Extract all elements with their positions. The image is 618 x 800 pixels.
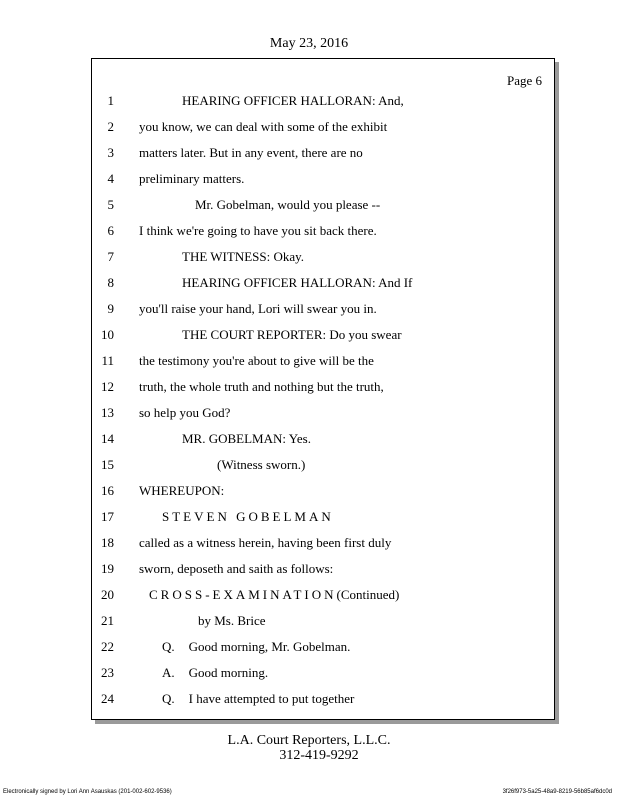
line-number: 21 bbox=[101, 613, 114, 628]
transcript-line bbox=[92, 351, 552, 371]
answer-marker: A. bbox=[162, 665, 175, 680]
line-number: 7 bbox=[107, 249, 114, 264]
transcript-line bbox=[92, 143, 552, 163]
transcript-line bbox=[92, 273, 552, 293]
footer-phone: 312-419-9292 bbox=[279, 748, 359, 763]
question-marker: Q. bbox=[162, 639, 175, 654]
transcript-line bbox=[92, 507, 552, 527]
transcript-line bbox=[92, 91, 552, 111]
line-text: THE WITNESS: Okay. bbox=[182, 249, 305, 264]
line-number: 3 bbox=[107, 145, 114, 160]
line-number: 9 bbox=[107, 301, 114, 316]
line-number: 12 bbox=[101, 379, 114, 394]
line-text: WHEREUPON: bbox=[139, 483, 225, 498]
transcript-line bbox=[92, 377, 552, 397]
transcript-line bbox=[92, 325, 552, 345]
transcript-line bbox=[92, 689, 552, 709]
line-number: 19 bbox=[101, 561, 114, 576]
line-number: 1 bbox=[107, 93, 114, 108]
line-text: so help you God? bbox=[139, 405, 231, 420]
line-text: matters later. But in any event, there are no bbox=[139, 145, 363, 160]
transcript-line bbox=[92, 247, 552, 267]
transcript-line bbox=[92, 663, 552, 683]
question-marker: Q. bbox=[162, 691, 175, 706]
line-number: 22 bbox=[101, 639, 114, 654]
line-number: 24 bbox=[101, 691, 114, 706]
line-number: 14 bbox=[101, 431, 114, 446]
line-number: 10 bbox=[101, 327, 114, 342]
transcript-line bbox=[92, 611, 552, 631]
transcript-line bbox=[92, 455, 552, 475]
transcript-line bbox=[92, 637, 552, 657]
line-text: you'll raise your hand, Lori will swear you in. bbox=[139, 301, 377, 316]
line-number: 6 bbox=[107, 223, 114, 238]
transcript-line bbox=[92, 195, 552, 215]
line-number: 18 bbox=[101, 535, 114, 550]
transcript-line bbox=[92, 117, 552, 137]
line-number: 11 bbox=[101, 353, 114, 368]
line-number: 15 bbox=[101, 457, 114, 472]
line-text: by Ms. Brice bbox=[198, 613, 266, 628]
transcript-line bbox=[92, 481, 552, 501]
transcript-line bbox=[92, 221, 552, 241]
page-number: Page 6 bbox=[506, 73, 542, 88]
transcript-line bbox=[92, 299, 552, 319]
line-text bbox=[162, 637, 350, 657]
line-number: 16 bbox=[101, 483, 114, 498]
line-number: 2 bbox=[107, 119, 114, 134]
line-text: HEARING OFFICER HALLORAN: And If bbox=[182, 275, 413, 290]
line-text: HEARING OFFICER HALLORAN: And, bbox=[182, 93, 404, 108]
section-heading-suffix: (Continued) bbox=[336, 587, 400, 602]
document-id: 3f26f973-5a25-48a9-8219-56b85af6dc0d bbox=[502, 789, 612, 795]
line-text bbox=[149, 585, 399, 605]
line-text bbox=[162, 663, 268, 683]
answer-text: Good morning. bbox=[188, 665, 269, 680]
witness-name: STEVEN GOBELMAN bbox=[162, 509, 334, 524]
line-number: 17 bbox=[101, 509, 114, 524]
transcript-line bbox=[92, 533, 552, 553]
line-text: sworn, deposeth and saith as follows: bbox=[139, 561, 334, 576]
question-text: I have attempted to put together bbox=[188, 691, 355, 706]
transcript-line bbox=[92, 169, 552, 189]
line-text: truth, the whole truth and nothing but the truth, bbox=[139, 379, 384, 394]
line-text: you know, we can deal with some of the exhibit bbox=[139, 119, 388, 134]
question-text: Good morning, Mr. Gobelman. bbox=[188, 639, 351, 654]
transcript-line bbox=[92, 403, 552, 423]
line-text: preliminary matters. bbox=[139, 171, 245, 186]
line-number: 5 bbox=[107, 197, 114, 212]
line-text: (Witness sworn.) bbox=[217, 457, 306, 472]
line-text: MR. GOBELMAN: Yes. bbox=[182, 431, 311, 446]
transcript-line bbox=[92, 585, 552, 605]
line-number: 23 bbox=[101, 665, 114, 680]
line-number: 13 bbox=[101, 405, 114, 420]
line-text: THE COURT REPORTER: Do you swear bbox=[182, 327, 402, 342]
electronic-signature: Electronically signed by Lori Ann Asauskas (201-002-602-9536) bbox=[3, 789, 172, 795]
transcript-line bbox=[92, 559, 552, 579]
line-number: 20 bbox=[101, 587, 114, 602]
line-text: I think we're going to have you sit back there. bbox=[139, 223, 377, 238]
line-text: the testimony you're about to give will be the bbox=[139, 353, 374, 368]
transcript-line bbox=[92, 429, 552, 449]
line-text bbox=[162, 689, 354, 709]
section-heading: CROSS-EXAMINATION bbox=[149, 587, 337, 602]
line-number: 8 bbox=[107, 275, 114, 290]
footer-firm-name: L.A. Court Reporters, L.L.C. bbox=[227, 733, 391, 748]
line-text: called as a witness herein, having been first duly bbox=[139, 535, 392, 550]
line-text: Mr. Gobelman, would you please -- bbox=[195, 197, 381, 212]
transcript-date: May 23, 2016 bbox=[269, 36, 349, 51]
line-number: 4 bbox=[107, 171, 114, 186]
transcript-page bbox=[91, 58, 555, 720]
